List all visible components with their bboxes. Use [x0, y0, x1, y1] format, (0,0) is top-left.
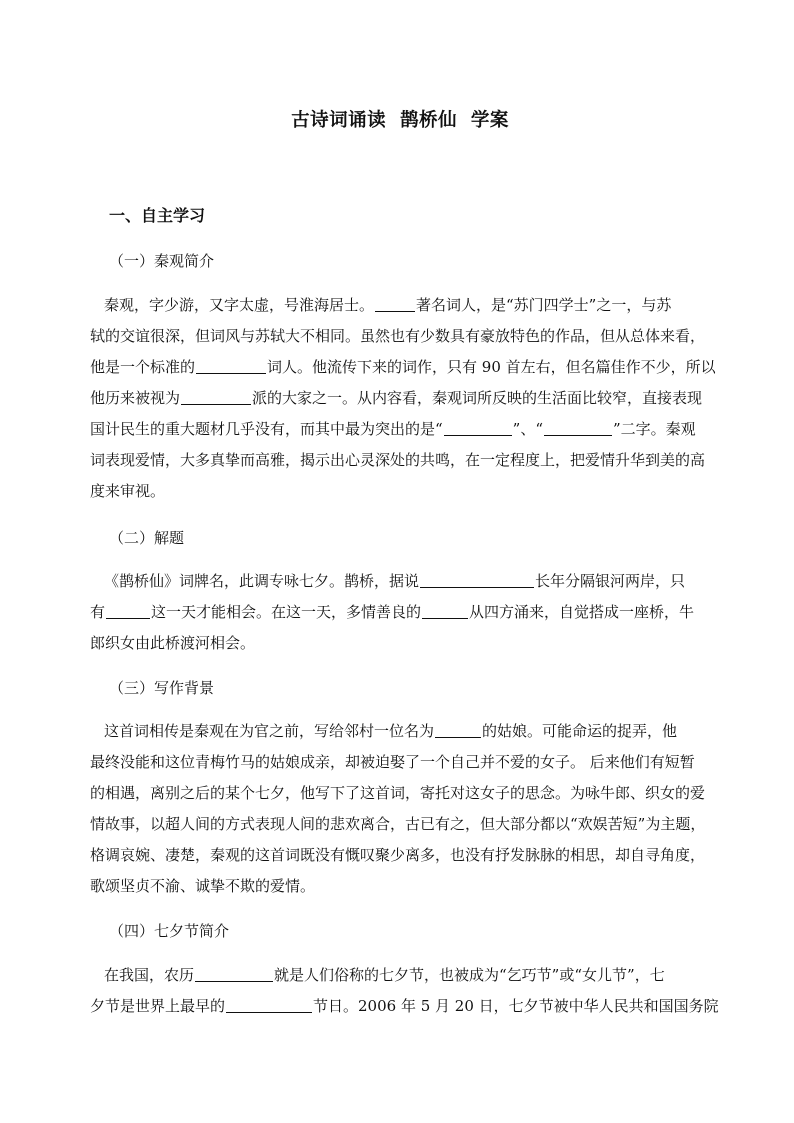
text-line: 度来审视。 — [90, 482, 166, 500]
text-line — [90, 597, 737, 628]
text-line — [90, 383, 737, 414]
text-run: 他是一个标准的 — [90, 358, 196, 376]
text-run: 著名词人，是“苏门四学士”之一，与苏 — [416, 296, 672, 314]
text-run: 节日。2006 年 5 月 20 日，七夕节被中华人民共和国国务院 — [313, 997, 719, 1015]
fill-in-blank[interactable] — [226, 994, 312, 1013]
subheading-qixi-intro: （四）七夕节简介 — [109, 922, 230, 940]
text-run: 秦观，字少游，又字太虚，号淮海居士。 — [104, 296, 375, 314]
fill-in-blank[interactable] — [444, 417, 512, 436]
text-run: ”、“ — [512, 420, 544, 438]
text-line: 郎织女由此桥渡河相会。 — [90, 634, 256, 652]
subheading-writing-background: （三）写作背景 — [109, 679, 215, 697]
text-run: 这一天才能相会。在这一天，多情善良的 — [151, 603, 422, 621]
text-run: 这首词相传是秦观在为官之前，写给邻村一位名为 — [104, 722, 435, 740]
text-line — [90, 290, 737, 321]
text-line: 歌颂坚贞不渝、诚挚不欺的爱情。 — [90, 877, 316, 895]
page-title: 古诗词诵读 鹊桥仙 学案 — [291, 110, 509, 131]
fill-in-blank[interactable] — [375, 293, 415, 312]
text-line — [90, 352, 737, 383]
text-line — [90, 414, 737, 445]
text-run: 派的大家之一。从内容看，秦观词所反映的生活面比较窄，直接表现 — [252, 389, 703, 407]
text-run: 他历来被视为 — [90, 389, 181, 407]
paragraph-writing-background — [90, 716, 737, 902]
section-heading-self-study: 一、自主学习 — [109, 206, 206, 225]
fill-in-blank[interactable] — [106, 600, 150, 619]
subheading-qin-guan-intro: （一）秦观简介 — [109, 252, 215, 270]
fill-in-blank[interactable] — [422, 600, 468, 619]
fill-in-blank[interactable] — [435, 719, 481, 738]
text-run: 长年分隔银河两岸，只 — [535, 572, 686, 590]
text-line: 格调哀婉、凄楚，秦观的这首词既没有慨叹聚少离多，也没有抒发脉脉的相思，却自寻角度， — [90, 846, 706, 864]
text-run: 《鹊桥仙》词牌名，此调专咏七夕。鹊桥，据说 — [104, 572, 420, 590]
paragraph-qixi-intro — [90, 960, 737, 1022]
paragraph-qin-guan-intro — [90, 290, 737, 507]
text-line — [90, 566, 737, 597]
text-run: 有 — [90, 603, 106, 621]
text-line: 词表现爱情，大多真挚而高雅，揭示出心灵深处的共鸣，在一定程度上，把爱情升华到美的高 — [90, 451, 706, 469]
text-line: 最终没能和这位青梅竹马的姑娘成亲，却被迫娶了一个自己并不爱的女子。 后来他们有短暂 — [90, 753, 695, 771]
text-line: 情故事，以超人间的方式表现人间的悲欢离合，古已有之，但大部分都以“欢娱苦短”为主题， — [90, 815, 706, 833]
text-line — [90, 960, 737, 991]
paragraph-title-explanation — [90, 566, 737, 659]
fill-in-blank[interactable] — [195, 963, 273, 982]
text-line — [90, 991, 737, 1022]
text-run: 的姑娘。可能命运的捉弄，他 — [482, 722, 678, 740]
text-run: ”二字。秦观 — [613, 420, 696, 438]
fill-in-blank[interactable] — [420, 569, 534, 588]
text-run: 在我国，农历 — [104, 966, 195, 984]
text-run: 夕节是世界上最早的 — [90, 997, 226, 1015]
fill-in-blank[interactable] — [196, 355, 266, 374]
text-line — [90, 716, 737, 747]
text-run: 词人。他流传下来的词作，只有 90 首左右，但名篇佳作不少，所以 — [267, 358, 716, 376]
text-run: 就是人们俗称的七夕节，也被成为“乞巧节”或“女儿节”，七 — [274, 966, 665, 984]
fill-in-blank[interactable] — [181, 386, 251, 405]
text-line: 轼的交谊很深，但词风与苏轼大不相同。虽然也有少数具有豪放特色的作品，但从总体来看， — [90, 327, 706, 345]
text-run: 从四方涌来，自觉搭成一座桥，牛 — [469, 603, 695, 621]
fill-in-blank[interactable] — [544, 417, 612, 436]
subheading-title-explanation: （二）解题 — [109, 529, 185, 547]
text-line: 的相遇，离别之后的某个七夕，他写下了这首词，寄托对这女子的思念。为咏牛郎、织女的爱 — [90, 784, 706, 802]
text-run: 国计民生的重大题材几乎没有，而其中最为突出的是“ — [90, 420, 443, 438]
